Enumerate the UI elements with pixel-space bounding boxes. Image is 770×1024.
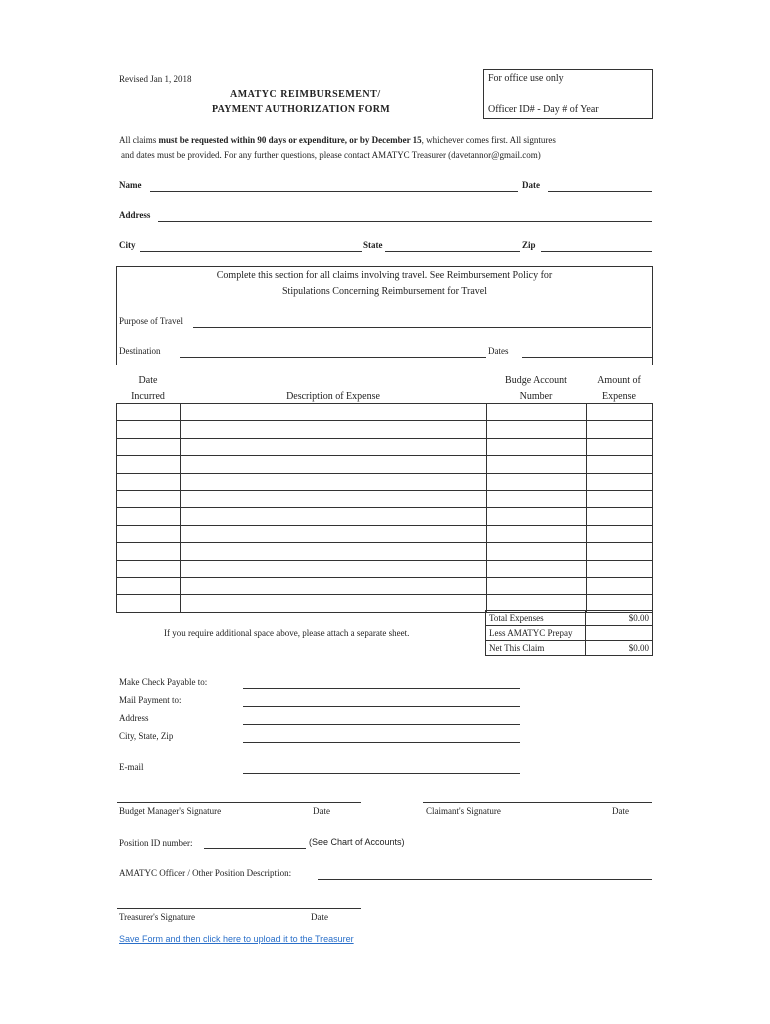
- expense-date-cell[interactable]: [117, 473, 181, 490]
- treasurer-signature-label: Treasurer's Signature: [119, 912, 196, 922]
- expense-date-cell[interactable]: [117, 404, 181, 421]
- expense-description-cell[interactable]: [181, 543, 487, 560]
- mail-field[interactable]: [243, 706, 520, 707]
- date2-label: Date: [612, 806, 629, 816]
- expense-amount-cell[interactable]: [587, 473, 653, 490]
- intro-deadline: must be requested within 90 days or expenditure, or by December 15: [158, 135, 422, 145]
- expense-amount-cell[interactable]: [587, 456, 653, 473]
- col-amount-line1: Amount of: [597, 375, 641, 386]
- prepay-label: Less AMATYC Prepay: [486, 626, 586, 641]
- col-description: Description of Expense: [286, 391, 380, 402]
- chart-of-accounts-note: (See Chart of Accounts): [309, 837, 405, 847]
- address-label: Address: [119, 210, 151, 220]
- expense-row: [117, 508, 653, 525]
- purpose-field[interactable]: [193, 327, 651, 328]
- net-claim-row: [486, 641, 653, 656]
- col-amount-line2: Expense: [602, 391, 636, 402]
- expense-description-cell[interactable]: [181, 595, 487, 612]
- date3-label: Date: [311, 912, 328, 922]
- expense-date-cell[interactable]: [117, 421, 181, 438]
- expense-date-cell[interactable]: [117, 543, 181, 560]
- payment-address-field[interactable]: [243, 724, 520, 725]
- expense-amount-cell[interactable]: [587, 577, 653, 594]
- expense-budget-cell[interactable]: [487, 560, 587, 577]
- expense-budget-cell[interactable]: [487, 543, 587, 560]
- expense-description-cell[interactable]: [181, 525, 487, 542]
- officer-description-field[interactable]: [318, 879, 652, 880]
- expense-date-cell[interactable]: [117, 577, 181, 594]
- payable-label: Make Check Payable to:: [119, 677, 208, 687]
- intro-line2: and dates must be provided. For any further questions, please contact AMATYC Treasurer (davetannor@gmail.com): [121, 150, 541, 160]
- payment-address-label: Address: [119, 713, 149, 723]
- upload-link[interactable]: Save Form and then click here to upload it to the Treasurer: [119, 934, 354, 944]
- purpose-label: Purpose of Travel: [119, 316, 184, 326]
- email-field[interactable]: [243, 773, 520, 774]
- col-date-line1: Date: [138, 375, 158, 386]
- expense-date-cell[interactable]: [117, 438, 181, 455]
- state-field[interactable]: [385, 251, 520, 252]
- expense-budget-cell[interactable]: [487, 438, 587, 455]
- extra-space-note: If you require additional space above, please attach a separate sheet.: [164, 628, 410, 638]
- form-title-line2: PAYMENT AUTHORIZATION FORM: [212, 104, 390, 115]
- expense-budget-cell[interactable]: [487, 421, 587, 438]
- prepay-row: [486, 626, 653, 641]
- expense-date-cell[interactable]: [117, 560, 181, 577]
- budget-manager-label: Budget Manager's Signature: [119, 806, 222, 816]
- expense-row: [117, 577, 653, 594]
- form-title-line1: AMATYC REIMBURSEMENT/: [230, 89, 381, 100]
- prepay-value[interactable]: [586, 626, 653, 641]
- expense-amount-cell[interactable]: [587, 543, 653, 560]
- name-label: Name: [119, 180, 142, 190]
- totals-table: [485, 610, 653, 656]
- expense-date-cell[interactable]: [117, 508, 181, 525]
- intro-part2: , whichever comes first. All signtures: [421, 135, 556, 145]
- claimant-signature-line[interactable]: [423, 802, 652, 803]
- expense-budget-cell[interactable]: [487, 525, 587, 542]
- col-budget-line1: Budge Account: [505, 375, 567, 386]
- expense-date-cell[interactable]: [117, 456, 181, 473]
- expense-budget-cell[interactable]: [487, 490, 587, 507]
- payment-city-field[interactable]: [243, 742, 520, 743]
- expense-table: [116, 403, 653, 613]
- expense-row: [117, 404, 653, 421]
- city-field[interactable]: [140, 251, 362, 252]
- total-expenses-value[interactable]: $0.00: [586, 611, 653, 626]
- expense-amount-cell[interactable]: [587, 490, 653, 507]
- col-date-line2: Incurred: [131, 391, 165, 402]
- expense-amount-cell[interactable]: [587, 438, 653, 455]
- expense-amount-cell[interactable]: [587, 421, 653, 438]
- expense-row: [117, 560, 653, 577]
- expense-budget-cell[interactable]: [487, 404, 587, 421]
- date1-label: Date: [313, 806, 330, 816]
- expense-description-cell[interactable]: [181, 438, 487, 455]
- net-claim-value[interactable]: $0.00: [586, 641, 653, 656]
- expense-description-cell[interactable]: [181, 456, 487, 473]
- zip-label: Zip: [522, 240, 536, 250]
- expense-amount-cell[interactable]: [587, 525, 653, 542]
- position-id-label: Position ID number:: [119, 838, 193, 848]
- expense-row: [117, 456, 653, 473]
- expense-budget-cell[interactable]: [487, 508, 587, 525]
- zip-field[interactable]: [541, 251, 652, 252]
- position-id-field[interactable]: [204, 848, 306, 849]
- expense-description-cell[interactable]: [181, 508, 487, 525]
- expense-date-cell[interactable]: [117, 490, 181, 507]
- expense-row: [117, 473, 653, 490]
- expense-date-cell[interactable]: [117, 525, 181, 542]
- expense-row: [117, 438, 653, 455]
- expense-description-cell[interactable]: [181, 577, 487, 594]
- intro-part1: All claims: [119, 135, 159, 145]
- expense-row: [117, 543, 653, 560]
- expense-amount-cell[interactable]: [587, 560, 653, 577]
- email-label: E-mail: [119, 762, 144, 772]
- dates-field[interactable]: [522, 357, 652, 358]
- payment-city-label: City, State, Zip: [119, 731, 174, 741]
- dates-label: Dates: [488, 346, 509, 356]
- expense-budget-cell[interactable]: [487, 577, 587, 594]
- travel-note-line1: Complete this section for all claims involving travel. See Reimbursement Policy for: [216, 270, 553, 281]
- net-claim-label: Net This Claim: [486, 641, 586, 656]
- payable-field[interactable]: [243, 688, 520, 689]
- destination-label: Destination: [119, 346, 161, 356]
- total-expenses-row: [486, 611, 653, 626]
- expense-description-cell[interactable]: [181, 404, 487, 421]
- expense-row: [117, 421, 653, 438]
- travel-note-line2: Stipulations Concerning Reimbursement for Travel: [282, 286, 487, 297]
- expense-amount-cell[interactable]: [587, 404, 653, 421]
- mail-label: Mail Payment to:: [119, 695, 182, 705]
- city-label: City: [119, 240, 136, 250]
- expense-row: [117, 490, 653, 507]
- intro-line1: [119, 135, 659, 145]
- expense-row: [117, 525, 653, 542]
- officer-description-label: AMATYC Officer / Other Position Description:: [119, 868, 292, 878]
- expense-description-cell[interactable]: [181, 560, 487, 577]
- total-expenses-label: Total Expenses: [486, 611, 586, 626]
- state-label: State: [363, 240, 383, 250]
- expense-description-cell[interactable]: [181, 473, 487, 490]
- date-field[interactable]: [548, 191, 652, 192]
- expense-budget-cell[interactable]: [487, 473, 587, 490]
- destination-field[interactable]: [180, 357, 486, 358]
- expense-date-cell[interactable]: [117, 595, 181, 612]
- claimant-signature-label: Claimant's Signature: [426, 806, 501, 816]
- treasurer-signature-line[interactable]: [117, 908, 361, 909]
- expense-amount-cell[interactable]: [587, 508, 653, 525]
- date-label: Date: [522, 180, 540, 190]
- name-field[interactable]: [150, 191, 518, 192]
- officer-id-label: Officer ID# - Day # of Year: [488, 104, 599, 115]
- office-use-label: For office use only: [488, 73, 564, 84]
- address-field[interactable]: [158, 221, 652, 222]
- revised-date: Revised Jan 1, 2018: [119, 74, 192, 84]
- office-use-box: [483, 69, 653, 119]
- expense-description-cell[interactable]: [181, 421, 487, 438]
- expense-budget-cell[interactable]: [487, 456, 587, 473]
- col-budget-line2: Number: [519, 391, 553, 402]
- expense-description-cell[interactable]: [181, 490, 487, 507]
- budget-manager-signature-line[interactable]: [117, 802, 361, 803]
